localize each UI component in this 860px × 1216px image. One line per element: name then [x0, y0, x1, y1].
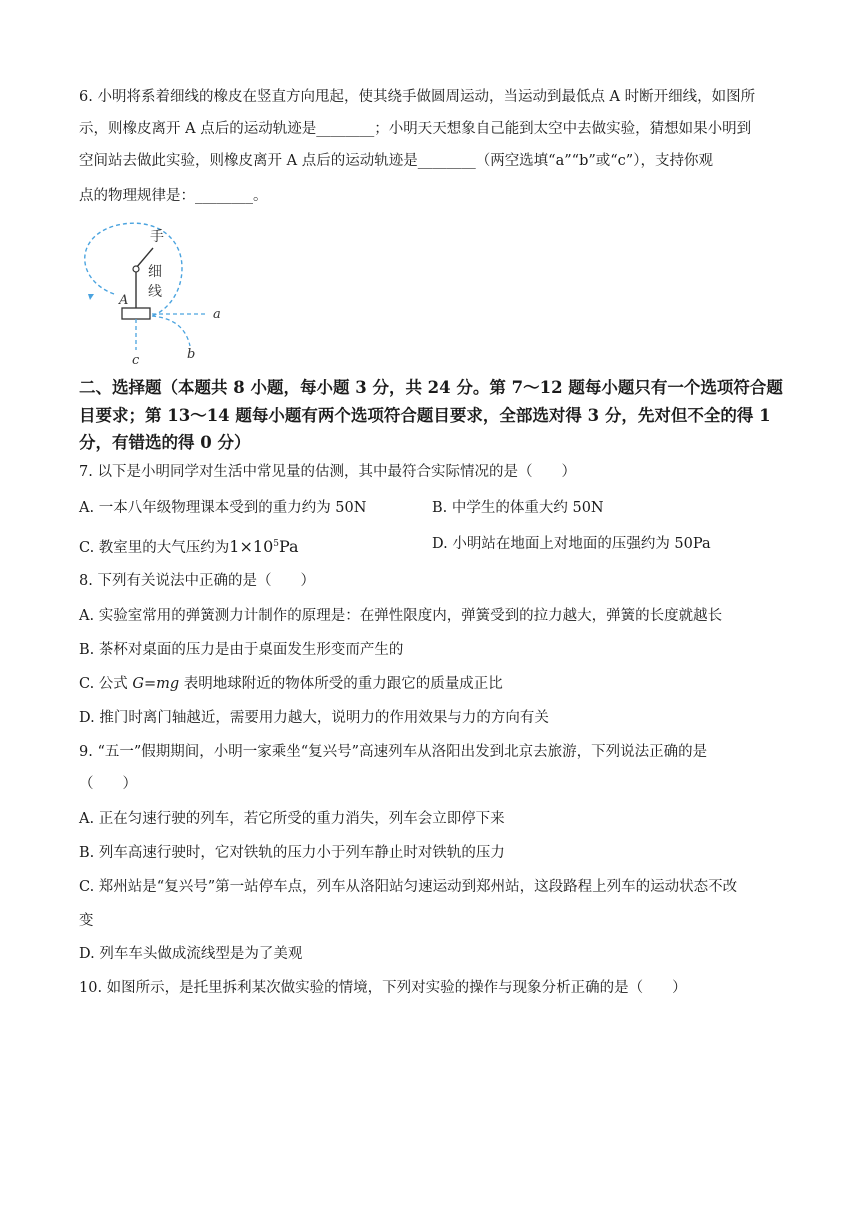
q7-option-d: D. 小明站在地面上对地面的压强约为 50Pa [432, 536, 711, 552]
label-point-a: A [119, 293, 129, 308]
eraser [122, 308, 150, 319]
label-c: c [132, 353, 140, 368]
q9-option-c-line-2: 变 [79, 913, 94, 929]
q9-option-b: B. 列车高速行驶时，它对铁轨的压力小于列车静止时对铁轨的压力 [79, 845, 505, 861]
q7-option-c-value: $1\times 10^5Pa$ [229, 537, 299, 556]
q9-option-d: D. 列车车头做成流线型是为了美观 [79, 946, 303, 962]
q7-option-c [79, 533, 299, 559]
q6-text-line-3: 空间站去做此实验，则橡皮离开 A 点后的运动轨迹是________（两空选填“a”“b”或“c”），支持你观 [79, 153, 713, 169]
q7-option-a: A. 一本八年级物理课本受到的重力约为 50N [79, 500, 367, 516]
q8-option-d: D. 推门时离门轴越近，需要用力越大，说明力的作用效果与力的方向有关 [79, 710, 549, 726]
formula: G=mg [132, 676, 180, 692]
label-a: a [213, 307, 221, 322]
q8-option-c: C. 公式 G=mg 表明地球附近的物体所受的重力跟它的质量成正比 [79, 676, 503, 692]
q8-option-b: B. 茶杯对桌面的压力是由于桌面发生形变而产生的 [79, 642, 404, 658]
label-b: b [187, 347, 196, 362]
q6-text-line-1: 6. 小明将系着细线的橡皮在竖直方向甩起，使其绕手做圆周运动，当运动到最低点 A 时断开细线，如图所 [79, 89, 756, 105]
q6-text-line-4: 点的物理规律是：________。 [79, 188, 268, 204]
section2-heading-line-3: 分，有错选的得 0 分） [79, 433, 251, 452]
hand-pivot [133, 266, 139, 272]
label-hand: 手 [150, 229, 164, 245]
q9-stem-line-1: 9. “五一”假期期间，小明一家乘坐“复兴号”高速列车从洛阳出发到北京去旅游，下列说法正确的是 [79, 744, 708, 760]
q9-option-c-line-1: C. 郑州站是“复兴号”第一站停车点，列车从洛阳站匀速运动到郑州站，这段路程上列车的运动状态不改 [79, 879, 738, 895]
circular-motion-diagram [74, 218, 244, 368]
q6-figure [74, 218, 244, 368]
q8-stem: 8. 下列有关说法中正确的是（ ） [79, 573, 315, 589]
section2-heading-line-2: 目要求；第 13～14 题每小题有两个选项符合题目要求，全部选对得 3 分，先对但不全的得 1 [79, 406, 771, 425]
label-thread-1: 细 [148, 264, 162, 280]
q9-option-a: A. 正在匀速行驶的列车，若它所受的重力消失，列车会立即停下来 [79, 811, 505, 827]
q7-option-c-text: C. 教室里的大气压约为 [79, 540, 230, 556]
trajectory-b [152, 316, 190, 346]
q7-stem: 7. 以下是小明同学对生活中常见量的估测，其中最符合实际情况的是（ ） [79, 464, 576, 480]
q9-stem-line-2: （ ） [79, 776, 137, 792]
direction-arrow [88, 294, 94, 300]
q6-text-line-2: 示，则橡皮离开 A 点后的运动轨迹是________；小明天天想象自己能到太空中去做实验，猜想如果小明到 [79, 121, 752, 137]
q8-option-a: A. 实验室常用的弹簧测力计制作的原理是：在弹性限度内，弹簧受到的拉力越大，弹簧的长度就越长 [79, 608, 723, 624]
label-thread-2: 线 [148, 284, 162, 300]
q7-option-b: B. 中学生的体重大约 50N [432, 500, 604, 516]
q10-stem: 10. 如图所示，是托里拆利某次做实验的情境，下列对实验的操作与现象分析正确的是（ ） [79, 980, 687, 996]
section2-heading-line-1: 二、选择题（本题共 8 小题，每小题 3 分，共 24 分。第 7～12 题每小题只有一个选项符合题 [79, 378, 783, 397]
